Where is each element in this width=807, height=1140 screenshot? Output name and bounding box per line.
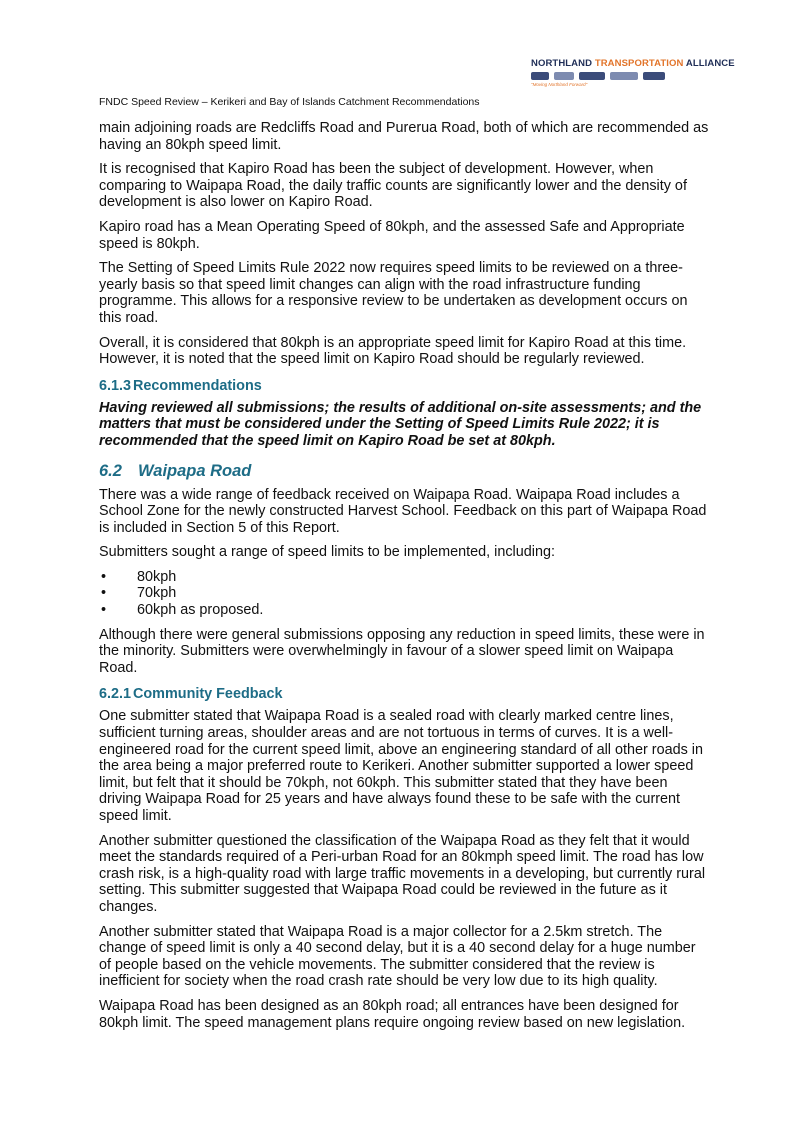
- logo-title-part1: NORTHLAND: [531, 58, 595, 69]
- partner-logo-1: [531, 72, 549, 80]
- logo-title: [531, 58, 735, 69]
- partner-logo-2: [554, 72, 574, 80]
- paragraph: It is recognised that Kapiro Road has been the subject of development. However, when comparing to Waipapa Road, the daily traffic counts are significantly lower and the density of development is also lower on Kapiro Road.: [99, 161, 687, 211]
- section-heading-6-2: [99, 462, 711, 481]
- speed-limit-list: [99, 569, 711, 619]
- paragraph: Overall, it is considered that 80kph is an appropriate speed limit for Kapiro Road at this time. However, it is noted that the speed limit on Kapiro Road should be regularly reviewed.: [99, 334, 687, 368]
- bullet: •: [101, 602, 107, 619]
- paragraph: Another submitter questioned the classification of the Waipapa Road as they felt that it would meet the standards required of a Peri-urban Road for an 80kmph speed limit. The road has low crash risk, is a high-quality road with large traffic movements in a developing, but currently rural setting. This submitter suggested that Waipapa Road could be reviewed in the future as it changes.: [99, 832, 706, 915]
- section-title: Community Feedback: [133, 686, 283, 703]
- section-title: Waipapa Road: [138, 461, 252, 480]
- paragraph: Although there were general submissions opposing any reduction in speed limits, these were in the minority. Submitters were overwhelmingly in favour of a slower speed limit on Waipapa Road.: [99, 626, 705, 676]
- alliance-logo: [531, 58, 735, 94]
- recommendation: Having reviewed all submissions; the results of additional on-site assessments; and the matters that must be considered under the Setting of Speed Limits Rule 2022; it is recommended that the speed limit on Kapiro Road be set at 80kph.: [99, 399, 702, 449]
- paragraph: Waipapa Road has been designed as an 80kph road; all entrances have been designed for 80kph limit. The speed management plans require ongoing review based on new legislation.: [99, 997, 686, 1031]
- paragraph: The Setting of Speed Limits Rule 2022 now requires speed limits to be reviewed on a three-yearly basis so that speed limit changes can align with the road infrastructure funding programme. This allows for a responsive review to be undertaken as development occurs on this road.: [99, 260, 688, 326]
- partner-logos: [531, 71, 706, 81]
- list-item: [99, 569, 711, 586]
- logo-title-part3: ALLIANCE: [683, 58, 735, 69]
- section-heading-6-1-3: [99, 378, 711, 395]
- list-item-text: 80kph: [137, 568, 177, 585]
- section-number: 6.2: [99, 461, 122, 480]
- bullet: •: [101, 568, 107, 585]
- list-item: [99, 585, 711, 602]
- logo-title-part2: TRANSPORTATION: [594, 58, 684, 69]
- section-number: 6.2.1: [99, 686, 132, 703]
- list-item: [99, 602, 711, 619]
- paragraph: Another submitter stated that Waipapa Road is a major collector for a 2.5km stretch. The change of speed limit is only a 40 second delay, but it is a 40 second delay for a huge number of people based on the vehicle movements. The submitter considered that the review is inefficient for society when the road crash rate should be very low due to its high quality.: [99, 923, 696, 990]
- paragraph: Kapiro road has a Mean Operating Speed of 80kph, and the assessed Safe and Appropriate speed is 80kph.: [99, 218, 685, 252]
- partner-logo-3: [579, 72, 605, 80]
- document-body: [99, 120, 711, 1039]
- list-item-text: 60kph as proposed.: [137, 602, 264, 619]
- paragraph: Submitters sought a range of speed limits to be implemented, including:: [99, 544, 555, 561]
- paragraph: One submitter stated that Waipapa Road is a sealed road with clearly marked centre lines, sufficient turning areas, shoulder areas and are not tortuous in terms of curves. It is a well-engineered road for the current speed limit, above an engineering standard of all other roads in the area being a major preferred route to Kerikeri. Another submitter supported a lower speed limit, but felt that it should be 70kph, not 60kph. This submitter stated that they have been driving Waipapa Road for 25 years and have always found these to be safe with the current speed limit.: [99, 708, 703, 824]
- section-number: 6.1.3: [99, 377, 132, 394]
- running-header: FNDC Speed Review – Kerikeri and Bay of Islands Catchment Recommendations: [99, 96, 480, 108]
- paragraph: There was a wide range of feedback received on Waipapa Road. Waipapa Road includes a School Zone for the newly constructed Harvest School. Feedback on this part of Waipapa Road is included in Section 5 of this Report.: [99, 486, 707, 536]
- logo-tagline: "Moving Northland Forward": [531, 82, 588, 87]
- partner-logo-4: [610, 72, 638, 80]
- section-heading-6-2-1: [99, 686, 711, 703]
- paragraph: main adjoining roads are Redcliffs Road and Purerua Road, both of which are recommended as having an 80kph speed limit.: [99, 120, 709, 153]
- partner-logo-5: [643, 72, 665, 80]
- section-title: Recommendations: [133, 377, 262, 394]
- list-item-text: 70kph: [137, 585, 177, 602]
- bullet: •: [101, 585, 107, 602]
